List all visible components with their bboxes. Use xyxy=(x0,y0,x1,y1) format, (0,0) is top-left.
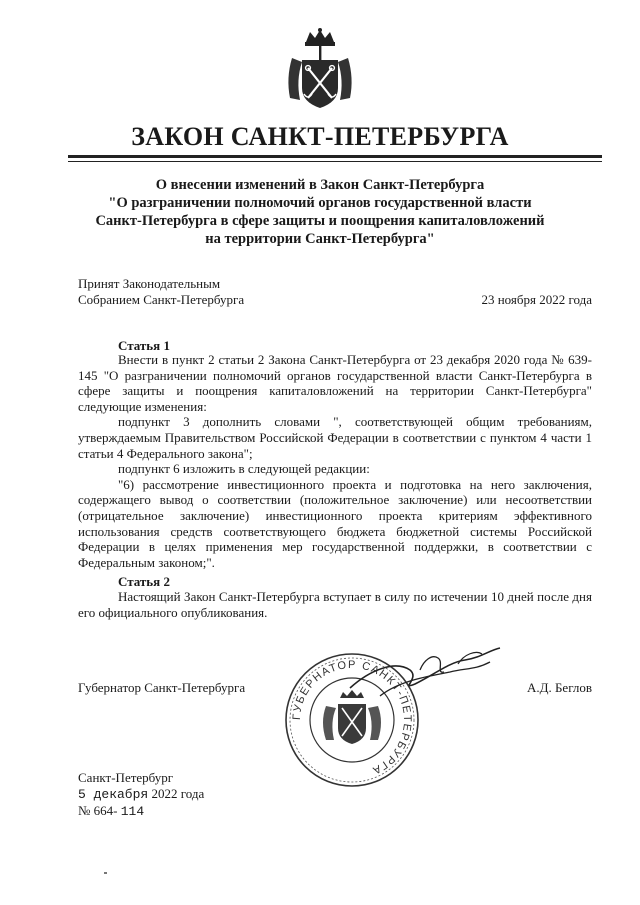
title-rule-thin xyxy=(68,161,602,162)
signing-date xyxy=(78,786,204,803)
title-rule-thick xyxy=(68,155,602,158)
place-name: Санкт-Петербург xyxy=(78,770,174,785)
law-number-prefix: № 664- xyxy=(78,803,118,818)
article-paragraph: подпункт 6 изложить в следующей редакции: xyxy=(118,461,370,477)
article-2-body xyxy=(78,589,592,620)
article-paragraph: Настоящий Закон Санкт-Петербурга вступает в силу по истечении 10 дней после дня его официального опубликования. xyxy=(78,589,592,620)
seal-text: ГУБЕРНАТОР САНКТ-ПЕТЕРБУРГА xyxy=(290,658,414,777)
article-1-heading: Статья 1 xyxy=(118,338,170,353)
subtitle-line: Санкт-Петербурга в сфере защиты и поощрения капиталовложений xyxy=(95,213,545,229)
coat-of-arms-icon xyxy=(282,28,358,112)
adoption-date: 23 ноября 2022 года xyxy=(481,292,592,307)
governor-name: А.Д. Беглов xyxy=(526,680,592,695)
law-title: ЗАКОН САНКТ-ПЕТЕРБУРГА xyxy=(131,122,509,151)
article-paragraph: Внести в пункт 2 статьи 2 Закона Санкт-Петербурга от 23 декабря 2020 года № 639-145 "О разграничении полномочий органов государственной власти Санкт-Петербурга в сфере защиты и поощрения капиталовложений на территории Санкт-Петербурга" следующие изменения: xyxy=(78,352,592,414)
law-number xyxy=(78,803,204,820)
signing-year: 2022 года xyxy=(151,786,205,801)
governor-title: Губернатор Санкт-Петербурга xyxy=(78,680,246,695)
article-paragraph: "6) рассмотрение инвестиционного проекта и подготовка на него заключения, содержащего вывод о соответствии (положительное заключение) или несоответствии (отрицательное заключение) инвестиционного проекта критериям эффективного использования средств соответствующего бюджета бюджетной системы Российской Федерации в целях применения мер государственной поддержки, в соответствии с Федеральным законом;". xyxy=(78,476,592,570)
law-subtitle xyxy=(60,176,580,248)
article-1-body xyxy=(78,352,592,570)
handwritten-signature xyxy=(340,640,510,710)
article-2-heading: Статья 2 xyxy=(118,574,170,589)
scan-speck xyxy=(104,872,107,874)
adoption-line: Собранием Санкт-Петербурга xyxy=(78,292,245,307)
adoption-note xyxy=(78,276,244,308)
subtitle-line: "О разграничении полномочий органов государственной власти xyxy=(108,195,532,211)
subtitle-line: на территории Санкт-Петербурга" xyxy=(205,231,435,247)
law-number-value: 114 xyxy=(120,804,145,819)
subtitle-line: О внесении изменений в Закон Санкт-Петербурга xyxy=(155,177,485,193)
adoption-line: Принят Законодательным xyxy=(78,276,221,291)
article-paragraph: подпункт 3 дополнить словами ", соответствующей общим требованиям, утверждаемым Правительством Российской Федерации в соответствии с пунктом 4 части 1 статьи 4 Федерального закона"; xyxy=(78,414,592,461)
signing-day: 5 декабря xyxy=(78,787,149,802)
place-date-number xyxy=(78,770,204,820)
